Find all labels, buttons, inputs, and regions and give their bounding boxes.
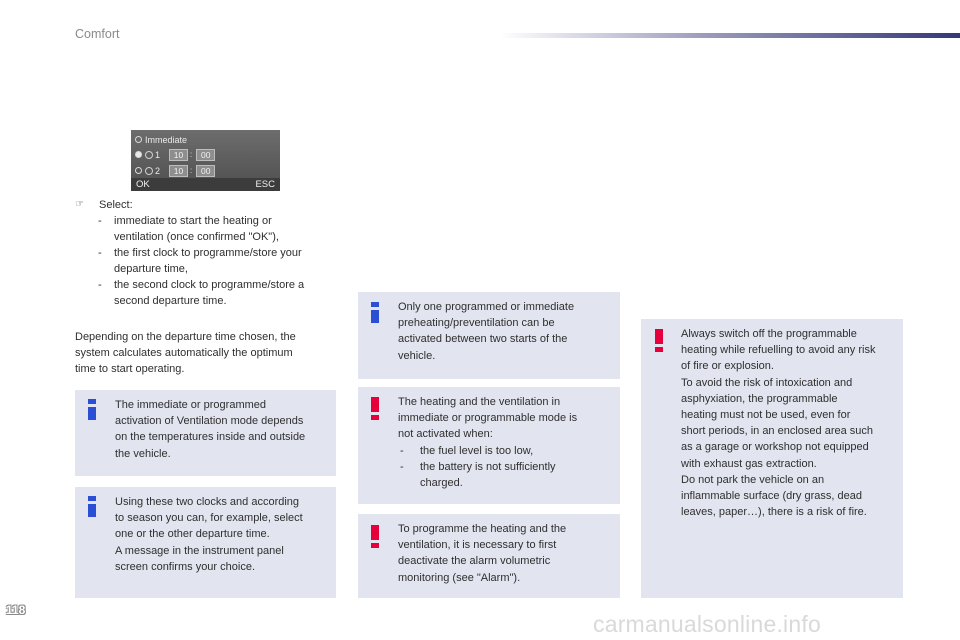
watermark: carmanualsonline.info — [593, 611, 821, 637]
info-icon — [88, 496, 96, 517]
warning-box-not-activated — [358, 387, 620, 504]
info-icon — [371, 302, 379, 323]
header-rule — [500, 33, 960, 38]
warning-box-text: Always switch off the programmable heating while refuelling to avoid any risk of fire or explosion. To avoid the risk of intoxication and asphyxiation, the programmable heating must not be used, even for short periods, in an enclosed area such as a garage or workshop not equipped with exhaust gas extraction. Do not park the vehicle on an inflammable surface (dry grass, dead leaves, paper…), there is a risk of fire. — [681, 328, 876, 519]
warning-box-alarm — [358, 514, 620, 598]
radio-selected-icon — [135, 151, 142, 158]
select-options-list — [98, 213, 338, 309]
info-box-single-programming — [358, 292, 620, 379]
warning-box-text: To programme the heating and the ventilation, it is necessary to first deactivate the alarm volumetric monitoring (see "Alarm"). — [398, 523, 567, 584]
info-box-text: Using these two clocks and according to season you can, for example, select one or the other departure time. A message in the instrument panel screen confirms your choice. — [115, 496, 303, 573]
warning-box-refuelling — [641, 319, 903, 598]
select-label: Select: — [99, 199, 133, 211]
info-box-ventilation-mode — [75, 390, 336, 476]
list-item: - immediate to start the heating or ventilation (once confirmed "OK"), — [98, 215, 279, 243]
pointing-finger-icon: ☞ — [75, 199, 84, 210]
info-box-text: The immediate or programmed activation of Ventilation mode depends on the temperatures inside and outside the vehicle. — [115, 399, 306, 460]
warning-box-text: The heating and the ventilation in immediate or programmable mode is not activated when: - the fuel level is too low, - the battery is not sufficiently charged. — [398, 394, 612, 491]
screen-softkey-bar — [131, 178, 280, 191]
clock-icon — [145, 167, 153, 175]
warning-exclamation-icon — [655, 329, 663, 352]
list-item: - the first clock to programme/store your departure time, — [98, 247, 302, 275]
esc-softkey: ESC — [255, 179, 275, 190]
warning-exclamation-icon — [371, 397, 379, 420]
clock-icon — [145, 151, 153, 159]
minute-field: 00 — [196, 165, 215, 177]
info-box-text: Only one programmed or immediate preheating/preventilation can be activated between two starts of the vehicle. — [398, 301, 575, 362]
screen-title-row — [135, 132, 276, 147]
ok-softkey: OK — [136, 179, 150, 190]
screen-title: Immediate — [145, 134, 188, 145]
list-item: - the fuel level is too low, — [400, 444, 534, 457]
display-screen-image — [131, 130, 280, 191]
clock-number: 2 — [155, 165, 161, 176]
section-title: Comfort — [75, 27, 120, 41]
info-icon — [88, 399, 96, 420]
warning-exclamation-icon — [371, 525, 379, 548]
list-item: - the battery is not sufficiently charged. — [400, 460, 556, 490]
operating-time-paragraph: Depending on the departure time chosen, the system calculates automatically the optimum time to start operating. — [75, 331, 296, 375]
minute-field: 00 — [196, 149, 215, 161]
radio-icon — [135, 136, 142, 143]
list-item: - the second clock to programme/store a second departure time. — [98, 279, 305, 307]
page-number: 118 — [6, 603, 26, 617]
screen-clock-row-1: 1 10 : 00 — [135, 147, 276, 162]
radio-icon — [135, 167, 142, 174]
clock-number: 1 — [155, 149, 161, 160]
info-box-two-clocks — [75, 487, 336, 598]
screen-clock-row-2: 2 10 : 00 — [135, 163, 276, 178]
hour-field: 10 — [169, 165, 188, 177]
hour-field: 10 — [169, 149, 188, 161]
